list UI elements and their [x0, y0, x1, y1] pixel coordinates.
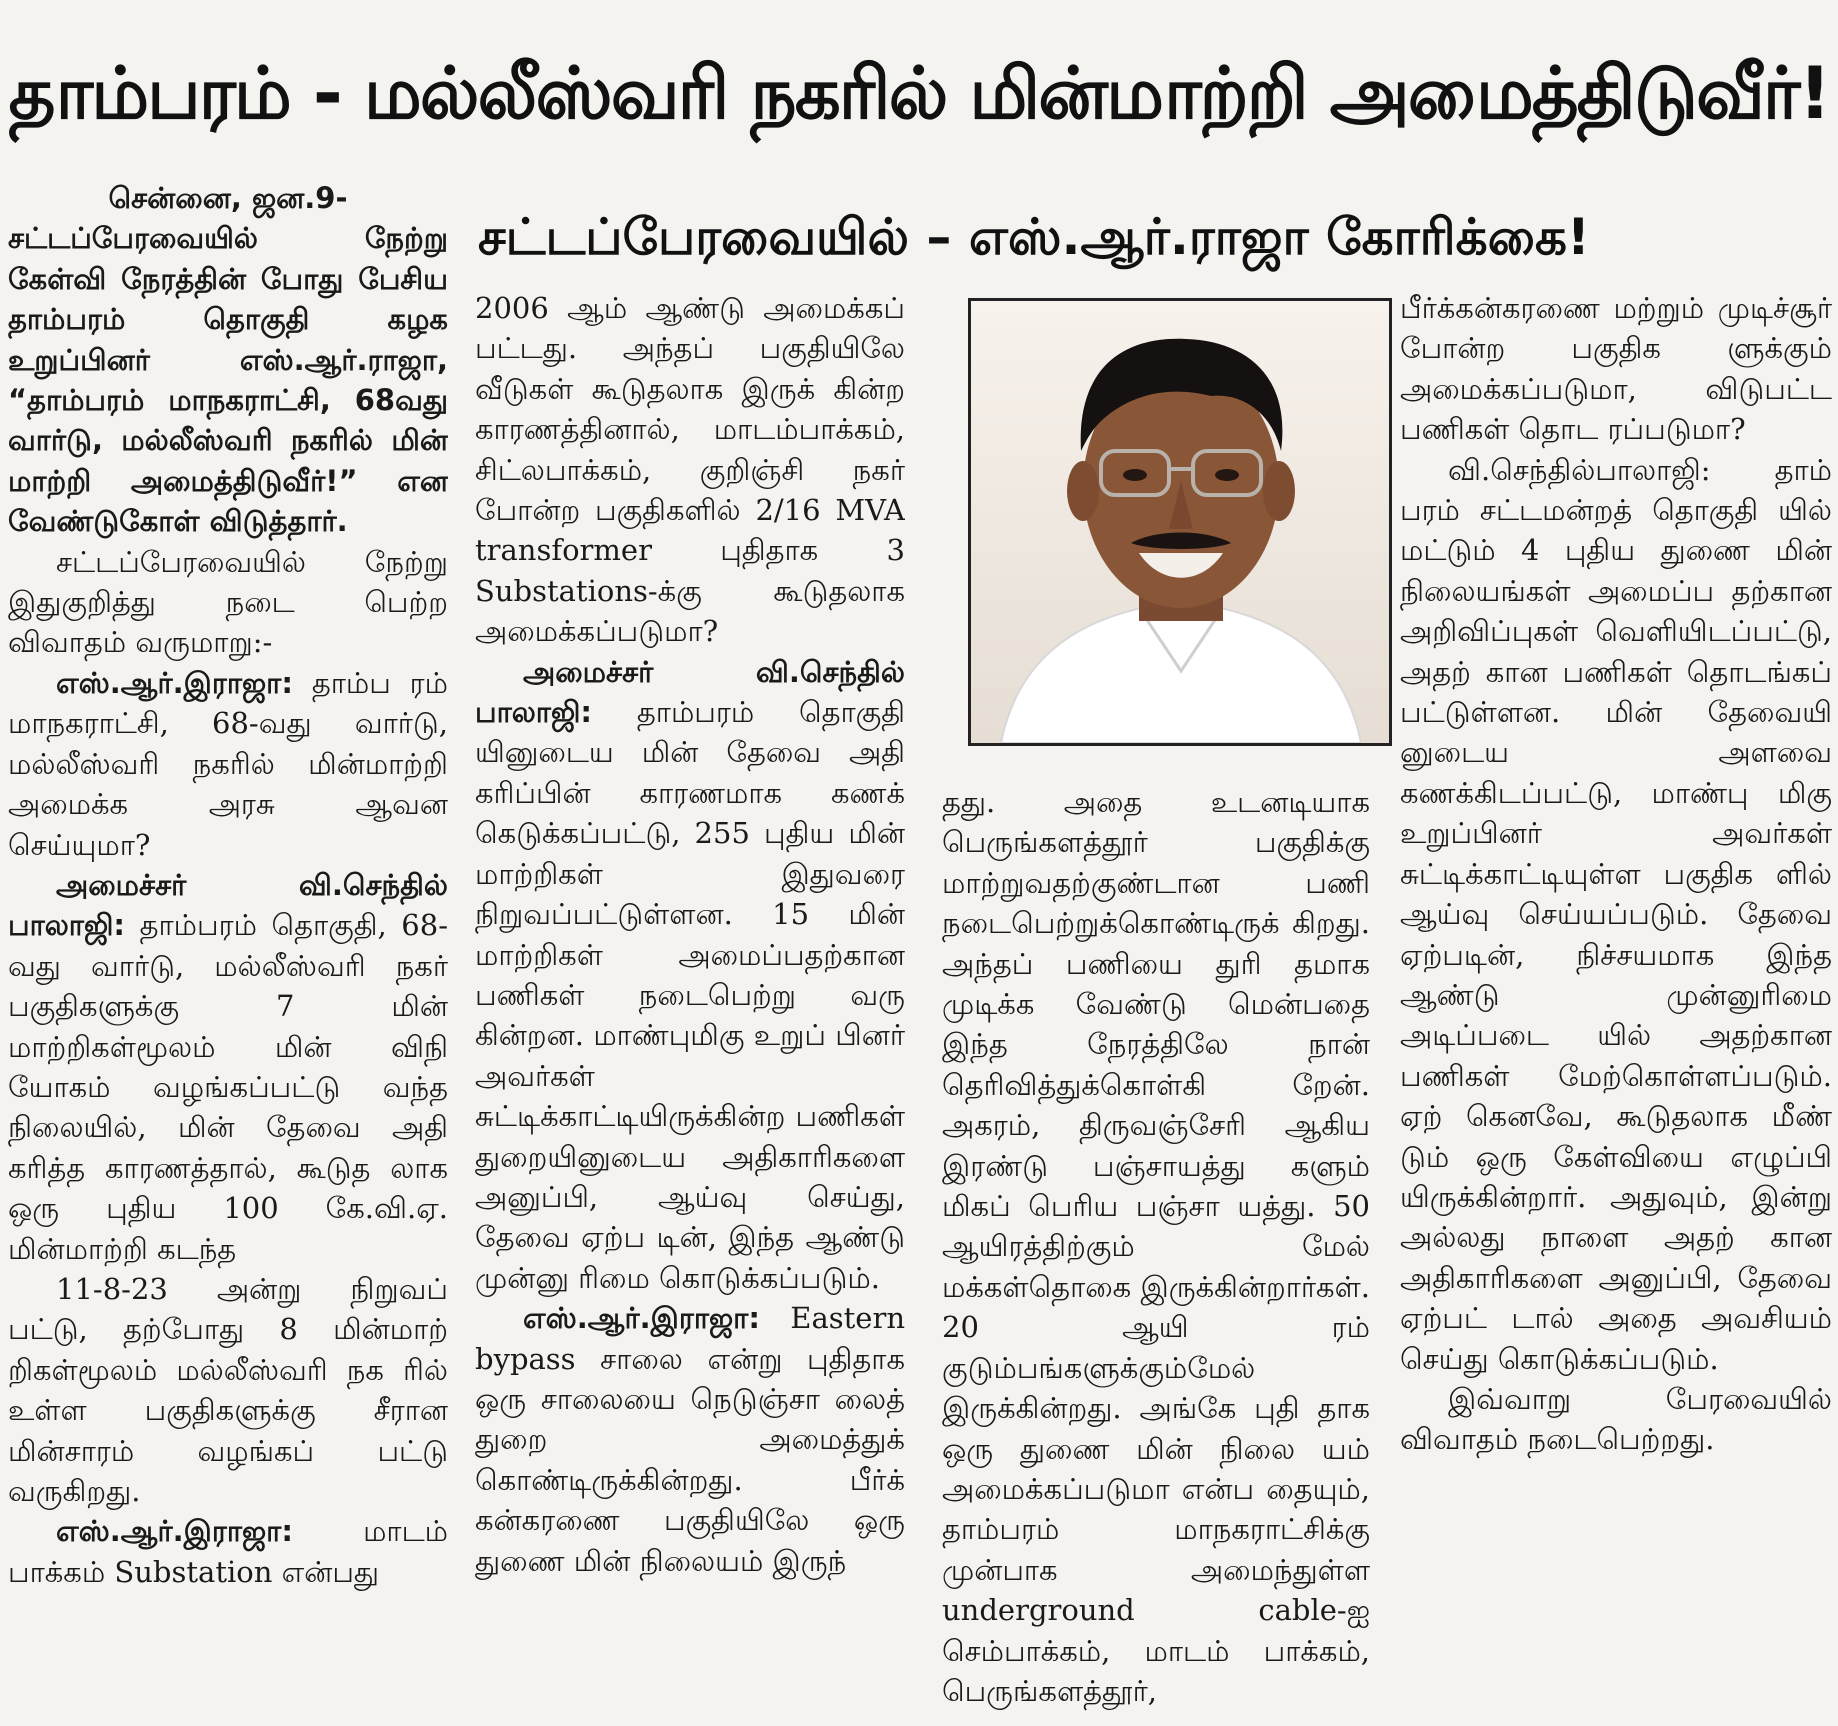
subheadline: சட்டப்பேரவையில் – எஸ்.ஆர்.ராஜா கோரிக்கை! — [478, 208, 1590, 266]
intro-paragraph: சட்டப்பேரவையில் நேற்று இதுகுறித்து நடை பெற்ற விவாதம் வருமாறு:- — [8, 544, 448, 660]
question-1-text: தாம்ப ரம் மாநகராட்சி, 68-வது வார்டு, மல்லீஸ்வரி நகரில் மின்மாற்றி அமைக்க அரசு ஆவன செய்யுமா? — [8, 665, 448, 862]
column-2 — [475, 288, 905, 1726]
speaker-label: எஸ்.ஆர்.இராஜா: — [56, 1514, 293, 1549]
answer-1-text: தாம்பரம் தொகுதி, 68-வது வார்டு, மல்லீஸ்வரி நகர் பகுதிகளுக்கு 7 மின் மாற்றிகள்மூலம் மின் விநி யோகம் வழங்கப்பட்டு வந்த நிலையில், மின் தேவை அதி கரித்த காரணத்தால், கூடுத லாக ஒரு புதிய 100 கே.வி.ஏ. மின்மாற்றி கடந்த — [8, 908, 448, 1266]
speaker-label: அமைச்சர் வி.செந்தில் பாலாஜி: — [475, 654, 905, 730]
question-3-text: Eastern bypass சாலை என்று புதிதாக ஒரு சாலையை நெடுஞ்சா லைத் துறை அமைத்துக் கொண்டிருக்கின்றது. பீர்க் கன்கரணை பகுதியிலே ஒரு துணை மின் நிலையம் இருந் — [475, 1301, 905, 1578]
answer-3 — [1400, 450, 1832, 1379]
question-2 — [8, 1511, 448, 1592]
speaker-label: எஸ்.ஆர்.இராஜா: — [56, 665, 293, 700]
question-2-continued: 2006 ஆம் ஆண்டு அமைக்கப் பட்டது. அந்தப் பகுதியிலே வீடுகள் கூடுதலாக இருக் கின்ற காரணத்தினால், மாடம்பாக்கம், சிட்லபாக்கம், குறிஞ்சி நகர் போன்ற பகுதிகளில் 2/16 MVA transformer புதிதாக 3 Substations-க்கு கூடுதலாக அமைக்கப்படுமா? — [475, 291, 905, 649]
headline: தாம்பரம் - மல்லீஸ்வரி நகரில் மின்மாற்றி அமைத்திடுவீர்! — [8, 51, 1830, 135]
speaker-label: எஸ்.ஆர்.இராஜா: — [523, 1301, 760, 1336]
answer-3-text: தாம் பரம் சட்டமன்றத் தொகுதி யில் மட்டும் 4 புதிய துணை மின் நிலையங்கள் அமைப்ப தற்கான அறிவிப்புகள் வெளியிடப்பட்டு, அதற் கான பணிகள் தொடங்கப் பட்டுள்ளன. மின் தேவையி னுடைய அளவை கணக்கிடப்பட்டு, மாண்பு மிகு உறுப்பினர் அவர்கள் சுட்டிக்காட்டியுள்ள பகுதிக ளில் ஆய்வு செய்யப்படும். தேவை ஏற்படின், நிச்சயமாக இந்த ஆண்டு முன்னுரிமை அடிப்படை யில் அதற்கான பணிகள் மேற்கொள்ளப்படும். ஏற் கெனவே, கூடுதலாக மீண் டும் ஒரு கேள்வியை எழுப்பி யிருக்கின்றார். அதுவும், இன்று அல்லது நாளை அதற் கான அதிகாரிகளை அனுப்பி, தேவை ஏற்பட் டால் அதை அவசியம் செய்து கொடுக்கப்படும். — [1400, 452, 1832, 1376]
dateline: சென்னை, ஜன.9- — [108, 181, 348, 215]
speaker-label: அமைச்சர் வி.செந்தில் பாலாஜி: — [8, 867, 448, 943]
answer-2 — [475, 652, 905, 1299]
answer-2-text: தாம்பரம் தொகுதி யினுடைய மின் தேவை அதி கரிப்பின் காரணமாக கணக் கெடுக்கப்பட்டு, 255 புதிய மின் மாற்றிகள் இதுவரை நிறுவப்பட்டுள்ளன. 15 மின் மாற்றிகள் அமைப்பதற்கான பணிகள் நடைபெற்று வரு கின்றன. மாண்புமிகு உறுப் பினர் அவர்கள் சுட்டிக்காட்டியிருக்கின்ற பணிகள் துறையினுடைய அதிகாரிகளை அனுப்பி, ஆய்வு செய்து, தேவை ஏற்ப டின், இந்த ஆண்டு முன்னு ரிமை கொடுக்கப்படும். — [475, 695, 905, 1295]
answer-1 — [8, 865, 448, 1269]
speaker-label: வி.செந்தில்பாலாஜி: — [1448, 452, 1711, 487]
question-3-continued: தது. அதை உடனடியாக பெருங்களத்தூர் பகுதிக்கு மாற்றுவதற்குண்டான பணி நடைபெற்றுக்கொண்டிருக் கிறது. அந்தப் பணியை துரி தமாக முடிக்க வேண்டு மென்பதை இந்த நேரத்திலே நான் தெரிவித்துக்கொள்கி றேன். அகரம், திருவஞ்சேரி ஆகிய இரண்டு பஞ்சாயத்து களும் மிகப் பெரிய பஞ்சா யத்து. 50 ஆயிரத்திற்கும் மேல் மக்கள்தொகை இருக்கின்றார்கள். 20 ஆயி ரம் குடும்பங்களுக்கும்மேல் இருக்கின்றது. அங்கே புதி தாக ஒரு துணை மின் நிலை யம் அமைக்கப்படுமா என்ப தையும், தாம்பரம் மாநகராட்சிக்கு முன்பாக அமைந்துள்ள underground cable-ஐ செம்பாக்கம், மாடம் பாக்கம், பெருங்களத்தூர், — [942, 785, 1370, 1708]
answer-1-continued: 11-8-23 அன்று நிறுவப் பட்டு, தற்போது 8 மின்மாற் றிகள்மூலம் மல்லீஸ்வரி நக ரில் உள்ள பகுதிகளுக்கு சீரான மின்சாரம் வழங்கப் பட்டு வருகிறது. — [8, 1271, 448, 1508]
question-2-text: மாடம் பாக்கம் Substation என்பது — [8, 1514, 448, 1589]
closing-paragraph: இவ்வாறு பேரவையில் விவாதம் நடைபெற்றது. — [1400, 1381, 1832, 1457]
question-3-end: பீர்க்கன்கரணை மற்றும் முடிச்சூர் போன்ற பகுதிக ளுக்கும் அமைக்கப்படுமா, விடுபட்ட பணிகள் தொட ரப்படுமா? — [1400, 291, 1832, 447]
column-4 — [1400, 288, 1832, 1726]
question-3 — [475, 1298, 905, 1581]
lead-paragraph: சட்டப்பேரவையில் நேற்று கேள்வி நேரத்தின் போது பேசிய தாம்பரம் தொகுதி கழக உறுப்பினர் எஸ்.ஆர்.ராஜா, “தாம்பரம் மாநகராட்சி, 68வது வார்டு, மல்லீஸ்வரி நகரில் மின் மாற்றி அமைத்திடுவீர்!” என வேண்டுகோள் விடுத்தார். — [8, 221, 448, 539]
column-1 — [8, 178, 448, 1726]
portrait-photo-icon — [971, 301, 1389, 743]
question-1 — [8, 663, 448, 865]
portrait-photo — [968, 298, 1392, 746]
column-3 — [942, 782, 1370, 1726]
